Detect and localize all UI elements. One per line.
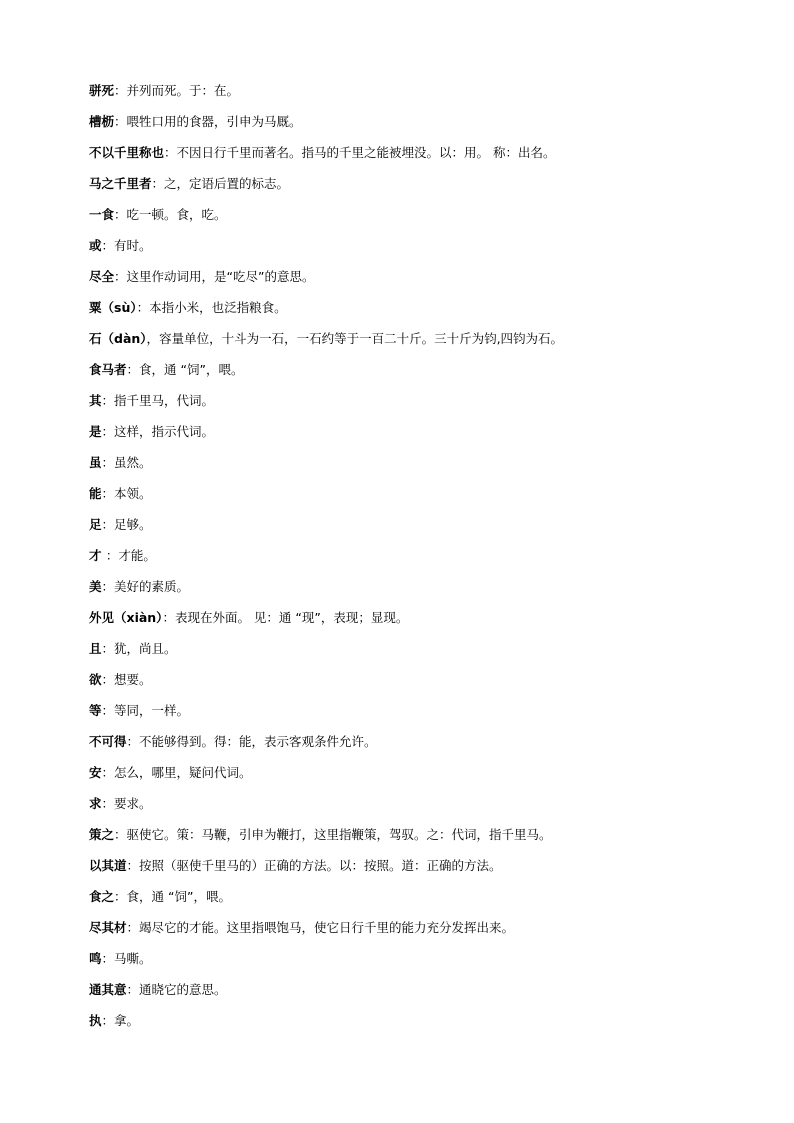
glossary-separator: ： [114, 207, 127, 222]
glossary-term: 一食 [89, 207, 115, 222]
glossary-term: 骈死 [89, 83, 115, 98]
glossary-definition: 食，通 “饲”，喂。 [139, 362, 244, 377]
glossary-entry [89, 886, 729, 917]
glossary-definition: 有时。 [114, 238, 152, 253]
glossary-definition: 不能够得到。得：能，表示客观条件允许。 [139, 734, 377, 749]
glossary-term: 能 [89, 486, 102, 501]
glossary-entry [89, 855, 729, 886]
glossary-term: 以其道 [89, 858, 127, 873]
glossary-term: 鸣 [89, 951, 102, 966]
glossary-definition: 想要。 [114, 672, 152, 687]
glossary-term: 槽枥 [89, 114, 115, 129]
glossary-term: 安 [89, 765, 102, 780]
glossary-entry [89, 297, 729, 328]
glossary-definition: 怎么，哪里，疑问代词。 [114, 765, 252, 780]
glossary-definition: 驱使它。策：马鞭，引申为鞭打，这里指鞭策，驾驭。之：代词，指千里马。 [126, 827, 552, 842]
glossary-term: 或 [89, 238, 102, 253]
glossary-entry [89, 669, 729, 700]
glossary-entry [89, 824, 729, 855]
glossary-entry [89, 638, 729, 669]
glossary-entry [89, 173, 729, 204]
glossary-entry [89, 979, 729, 1010]
glossary-definition: 拿。 [114, 1013, 140, 1028]
glossary-term: 尽其材 [89, 920, 127, 935]
glossary-separator: ： [114, 269, 127, 284]
glossary-separator: ： [101, 796, 115, 811]
glossary-definition: 通晓它的意思。 [139, 982, 227, 997]
glossary-term: 尽全 [89, 269, 115, 284]
glossary-entry [89, 514, 729, 545]
glossary-definition: 竭尽它的才能。这里指喂饱马，使它日行千里的能力充分发挥出来。 [139, 920, 515, 935]
glossary-entry [89, 204, 729, 235]
glossary-definition: 不因日行千里而著名。指马的千里之能被埋没。以：用。 称：出名。 [176, 145, 556, 160]
glossary-list [89, 80, 729, 1041]
glossary-definition: 虽然。 [114, 455, 152, 470]
glossary-term: 食马者 [89, 362, 127, 377]
glossary-definition: 之，定语后置的标志。 [164, 176, 290, 191]
glossary-separator: ： [105, 548, 119, 563]
glossary-separator: ： [101, 641, 115, 656]
glossary-definition: 足够。 [114, 517, 152, 532]
glossary-term: 是 [89, 424, 102, 439]
glossary-entry [89, 266, 729, 297]
glossary-separator: ： [101, 1013, 115, 1028]
glossary-definition: 犹，尚且。 [114, 641, 177, 656]
glossary-separator: ： [126, 734, 140, 749]
glossary-definition: 按照（驱使千里马的）正确的方法。以：按照。道：正确的方法。 [139, 858, 502, 873]
glossary-separator: ： [114, 827, 127, 842]
glossary-definition: 马嘶。 [114, 951, 152, 966]
glossary-term: 马之千里者 [89, 176, 152, 191]
glossary-separator: ： [101, 393, 115, 408]
glossary-separator: ： [162, 610, 175, 625]
glossary-entry [89, 731, 729, 762]
glossary-entry [89, 142, 729, 173]
glossary-term: 不可得 [89, 734, 127, 749]
glossary-term: 食之 [89, 889, 115, 904]
glossary-term: 通其意 [89, 982, 127, 997]
glossary-separator: ： [101, 424, 115, 439]
glossary-term: 美 [89, 579, 102, 594]
glossary-term: 才 [89, 548, 106, 563]
glossary-separator: ： [101, 703, 115, 718]
glossary-term: 足 [89, 517, 102, 532]
glossary-definition: 本领。 [114, 486, 152, 501]
glossary-definition: 美好的素质。 [114, 579, 190, 594]
glossary-separator: ： [101, 765, 115, 780]
glossary-definition: 喂牲口用的食器，引申为马厩。 [126, 114, 302, 129]
glossary-entry [89, 111, 729, 142]
glossary-definition: 才能。 [118, 548, 156, 563]
glossary-definition: 本指小米，也泛指粮食。 [149, 300, 287, 315]
glossary-entry [89, 359, 729, 390]
glossary-separator: ： [101, 579, 115, 594]
glossary-entry [89, 390, 729, 421]
glossary-entry [89, 917, 729, 948]
glossary-term: 等 [89, 703, 102, 718]
glossary-separator: ： [114, 889, 127, 904]
glossary-separator: ： [101, 517, 115, 532]
glossary-entry [89, 576, 729, 607]
glossary-term: 石（dàn） [89, 331, 147, 346]
glossary-term: 且 [89, 641, 102, 656]
glossary-term: 外见（xiàn） [89, 610, 163, 625]
glossary-definition: 吃一顿。食，吃。 [126, 207, 227, 222]
glossary-separator: ： [101, 951, 115, 966]
glossary-term: 粟（sù） [89, 300, 137, 315]
glossary-term: 虽 [89, 455, 102, 470]
glossary-term: 其 [89, 393, 102, 408]
glossary-separator: ： [151, 176, 165, 191]
glossary-entry [89, 793, 729, 824]
glossary-entry [89, 948, 729, 979]
glossary-entry [89, 762, 729, 793]
glossary-entry [89, 421, 729, 452]
glossary-separator: ： [164, 145, 177, 160]
glossary-separator: ： [101, 238, 115, 253]
glossary-separator: ： [126, 362, 140, 377]
glossary-definition: 要求。 [114, 796, 152, 811]
glossary-definition: 表现在外面。 见：通 “现”，表现；显现。 [174, 610, 409, 625]
glossary-separator: ： [101, 672, 115, 687]
glossary-separator: ， [146, 331, 160, 346]
glossary-term: 执 [89, 1013, 102, 1028]
glossary-term: 不以千里称也 [89, 145, 165, 160]
glossary-entry [89, 607, 729, 638]
glossary-entry [89, 545, 729, 576]
glossary-term: 求 [89, 796, 102, 811]
glossary-separator: ： [101, 455, 115, 470]
glossary-definition: 容量单位，十斗为一石，一石约等于一百二十斤。三十斤为钧,四钧为石。 [159, 331, 564, 346]
glossary-definition: 这样，指示代词。 [114, 424, 215, 439]
glossary-entry [89, 235, 729, 266]
glossary-separator: ： [126, 858, 140, 873]
glossary-entry [89, 80, 729, 111]
glossary-definition: 食，通 “饲”，喂。 [126, 889, 231, 904]
glossary-entry [89, 328, 729, 359]
glossary-definition: 指千里马，代词。 [114, 393, 215, 408]
glossary-term: 欲 [89, 672, 102, 687]
glossary-entry [89, 700, 729, 731]
glossary-separator: ： [101, 486, 115, 501]
glossary-separator: ： [114, 83, 127, 98]
glossary-term: 策之 [89, 827, 115, 842]
glossary-entry [89, 1010, 729, 1041]
glossary-entry [89, 483, 729, 514]
glossary-separator: ： [114, 114, 127, 129]
glossary-definition: 这里作动词用，是“吃尽”的意思。 [126, 269, 315, 284]
glossary-definition: 等同，一样。 [114, 703, 190, 718]
glossary-definition: 并列而死。于：在。 [126, 83, 240, 98]
glossary-separator: ： [136, 300, 150, 315]
glossary-entry [89, 452, 729, 483]
glossary-separator: ： [126, 920, 140, 935]
glossary-separator: ： [126, 982, 140, 997]
